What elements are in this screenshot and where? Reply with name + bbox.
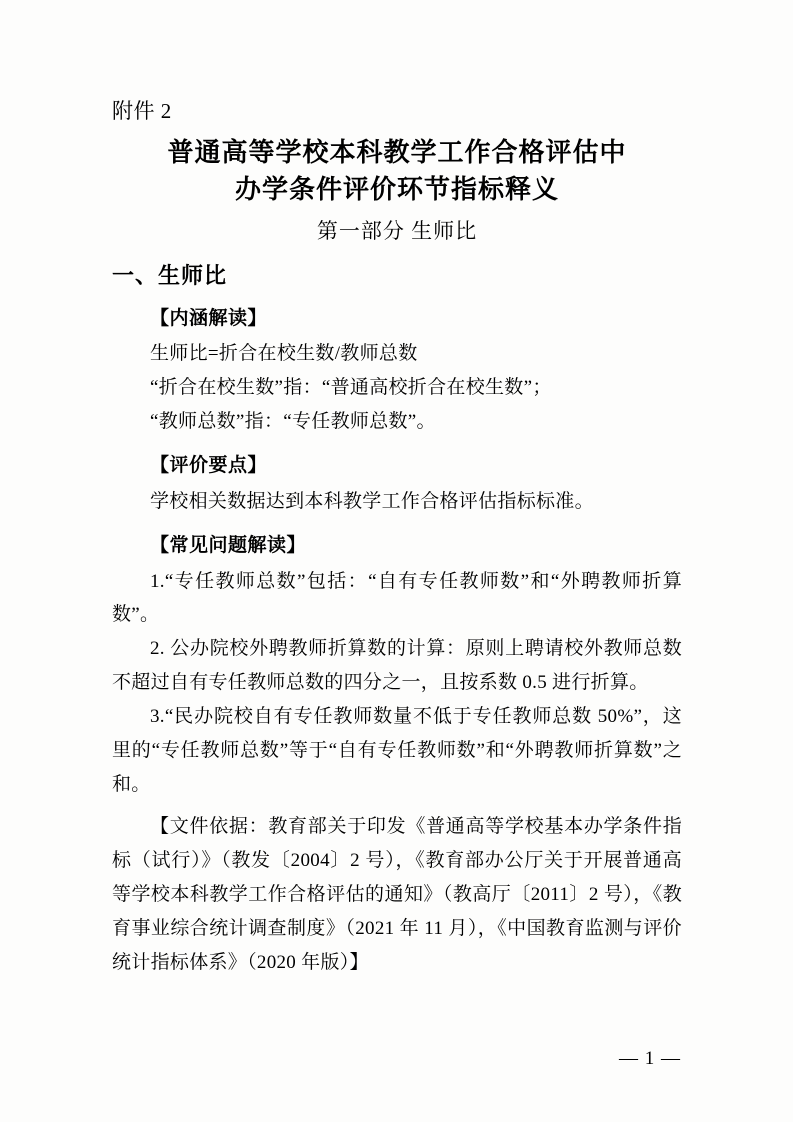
page-title-line-1: 普通高等学校本科教学工作合格评估中 xyxy=(167,137,627,167)
faq-item-1: 1.“专任教师总数”包括：“自有专任教师数”和“外聘教师折算数”。 xyxy=(112,570,682,626)
reference-note: 【文件依据：教育部关于印发《普通高等学校基本办学条件指标（试行）》（教发〔2004〕2 号），《教育部办公厅关于开展普通高等学校本科教学工作合格评估的通知》（教高厅〔2011〕2 号），《教育事业综合统计调查制度》（2021 年 11 月），《中国教育监测与评价统计指标体系》（2020 年版）】 xyxy=(112,816,682,973)
section-heading: 一、生师比 xyxy=(112,263,228,289)
connotation-heading: 【内涵解读】 xyxy=(150,307,268,329)
page-title xyxy=(112,134,682,209)
keypoints-paragraph-1: 学校相关数据达到本科教学工作合格评估指标标准。 xyxy=(150,490,594,512)
page-number: — 1 — xyxy=(619,1048,681,1069)
spacer xyxy=(112,438,682,443)
faq-item-3: 3.“民办院校自有专任教师数量不低于专任教师总数 50%”，这里的“专任教师总数”等于“自有专任教师数”和“外聘教师折算数”之和。 xyxy=(112,705,682,795)
spacer xyxy=(112,518,682,523)
page-title-line-2: 办学条件评价环节指标释义 xyxy=(234,175,559,205)
part-title: 第一部分 生师比 xyxy=(316,218,478,243)
faq-item-2: 2. 公办院校外聘教师折算数的计算：原则上聘请校外教师总数不超过自有专任教师总数的四分之一，且按系数 0.5 进行折算。 xyxy=(112,638,682,694)
connotation-paragraph-3: “教师总数”指：“专任教师总数”。 xyxy=(150,410,436,432)
document-content xyxy=(112,96,682,979)
connotation-paragraph-2: “折合在校生数”指：“普通高校折合在校生数”； xyxy=(150,376,552,398)
attachment-label: 附件 2 xyxy=(112,99,172,123)
spacer xyxy=(112,801,682,810)
keypoints-heading: 【评价要点】 xyxy=(150,455,268,477)
faq-heading: 【常见问题解读】 xyxy=(150,535,307,557)
connotation-paragraph-1: 生师比=折合在校生数/教师总数 xyxy=(150,342,418,364)
